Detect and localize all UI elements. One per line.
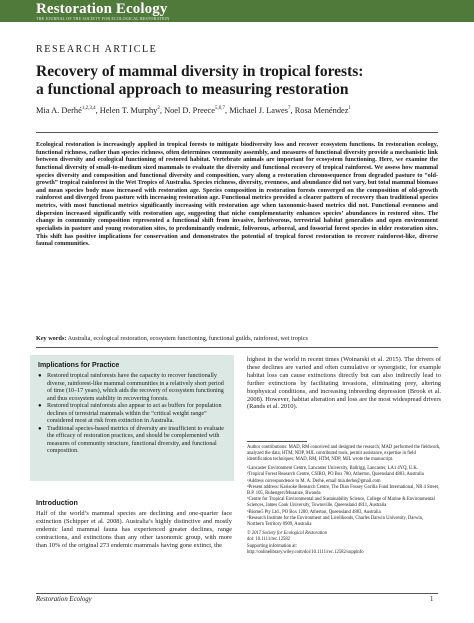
- author-list: [36, 106, 456, 115]
- affiliation: ⁶Biome5 Pty Ltd., PO Box 1200, Atherton, Queensland 4883, Australia: [247, 509, 381, 515]
- introduction-text: Half of the world’s mammal species are declining and one-quarter face extinction (Schipper et al. 2008). Australia’s highly distinctive and mostly endemic land mammal fauna has experienced greater declines, range contractions, and extinctions than any other taxonomic group, with more than 10% of the original 273 endemic mammals having gone extinct, the: [36, 510, 232, 549]
- author-affiliation: 2: [157, 106, 160, 112]
- affiliation: ³Address correspondence to M. A. Derhé, email mia.derhe@gmail.com: [247, 478, 381, 484]
- author-name: Noel D. Preece: [164, 106, 215, 115]
- implication-item: [38, 426, 229, 456]
- author-affiliation: 1,2,3,4: [81, 106, 96, 112]
- author: [164, 106, 229, 115]
- author: [100, 106, 164, 115]
- keywords: [36, 335, 438, 343]
- author-affiliation: 5,6,7: [215, 106, 225, 112]
- author-name: Rosa Menéndez: [294, 106, 349, 115]
- author: [295, 106, 351, 115]
- affiliation: ⁷Research Institute for the Environment and Livelihoods, Charles Darwin University, Darwin, Northern Territory 0909, Australia: [247, 515, 424, 527]
- author: [36, 106, 100, 115]
- bullet-icon: ●: [38, 403, 42, 410]
- introduction-heading: Introduction: [36, 498, 78, 507]
- author-affiliation: 7: [288, 106, 291, 112]
- footnotes: [247, 441, 441, 556]
- keywords-text: Australia, ecological restoration, ecosystem functioning, functional guilds, rainforest, wet tropics: [67, 335, 308, 342]
- implication-text: Restored tropical rainforests have the capacity to recover functionally diverse, rainforest-like mammal communities in a relatively short period of time (10–17 years), which aids the recovery of ecosystem functioning and thus ecosystem stability in recovering forests.: [47, 373, 224, 402]
- footnote-divider: [247, 441, 307, 442]
- implication-item: [38, 373, 229, 403]
- author: [229, 106, 295, 115]
- footer-divider: [36, 593, 438, 594]
- supporting-info: Supporting information at:: [247, 543, 297, 549]
- author-name: Helen T. Murphy: [99, 106, 158, 115]
- society-line: THE JOURNAL OF THE SOCIETY FOR ECOLOGICAL RESTORATION: [36, 16, 170, 21]
- footer-journal: Restoration Ecology: [36, 596, 92, 603]
- divider-keywords: [36, 347, 438, 348]
- affiliation: ²Tropical Forest Research Centre, CSIRO, PO Box 780, Atherton, Queensland 4883, Australia: [247, 472, 424, 478]
- title-line-1: Recovery of mammal diversity in tropical forests:: [36, 63, 364, 80]
- page-number: 1: [430, 596, 434, 603]
- keywords-label: Key words:: [36, 335, 67, 342]
- article-type: RESEARCH ARTICLE: [36, 44, 158, 55]
- copyright: © 2017 Society for Ecological Restoration: [247, 530, 327, 536]
- author-name: Mia A. Derhé: [36, 106, 82, 115]
- bullet-icon: ●: [38, 373, 42, 379]
- author-separator: ,: [225, 106, 230, 115]
- doi: doi: 10.1111/rec.12582: [247, 537, 291, 543]
- implication-text: Restored tropical rainforests also appear to act as buffers for population declines of terrestrial mammals within the “critical weight range” considered most at risk from extinction in Australia.: [47, 403, 222, 425]
- implications-box: [30, 355, 234, 481]
- supporting-info-link[interactable]: http://onlinelibrary.wiley.com/doi/10.1111/rec.12582/suppinfo: [247, 550, 364, 556]
- affiliation: ¹Lancaster Environment Centre, Lancaster University, Bailrigg, Lancaster, LA1 4YQ, U.K.: [247, 465, 418, 471]
- implications-title: Implications for Practice: [38, 362, 120, 369]
- abstract: Ecological restoration is increasingly applied in tropical forests to mitigate biodiversity loss and recover ecosystem functions. In restoration ecology, functional richness, rather than species richness, often determines community assembly, and measures of functional diversity provide a mechanistic link between diversity and ecological functioning of restored habitat. Vertebrate animals are important for ecosystem functioning. Here, we examine the functional diversity of small-to-medium sized mammals to evaluate the diversity and functional recovery of tropical rainforest. We assess how mammal species diversity and composition and functional diversity and composition, vary along a restoration chronosequence from degraded pasture to “old-growth” tropical rainforest in the Wet Tropics of Australia. Species richness, diversity, evenness, and abundance did not vary, but total mammal biomass and mean species body mass increased with restoration age. Species composition in restoration forests converged on the composition of old-growth rainforest and diverged from pasture with increasing restoration age. Functional metrics provided a clearer pattern of recovery than traditional species metrics, with most functional metrics significantly increasing with restoration age when taxonomic-based metrics did not. Functional evenness and dispersion increased significantly with restoration age, suggesting that niche complementarity enhances species’ abundances in restored sites. The change in community composition represented a functional shift from invasive, herbivorous, terrestrial habitat generalists and open environment specialists in pasture and young restoration sites, to predominantly endemic, folivorous, arboreal, and fossorial forest species in older restoration sites. This shift has positive implications for conservation and demonstrates the potential of tropical forest restoration to recover rainforest-like, diverse faunal communities.: [36, 141, 438, 248]
- implication-item: [38, 403, 229, 426]
- article-title: [36, 63, 436, 99]
- divider-top: [36, 132, 438, 133]
- implications-list: [38, 373, 229, 456]
- bullet-icon: ●: [38, 425, 42, 432]
- author-separator: ,: [290, 106, 295, 115]
- title-line-2: a functional approach to measuring restoration: [36, 81, 349, 98]
- implication-text: Traditional species-based metrics of diversity are insufficient to evaluate the efficacy of restoration practices, and should be complemented with measures of community structure, functional diversity, and functional composition.: [47, 425, 225, 455]
- affiliation: ⁴Present address: Karisoke Research Centre, The Dian Fossey Gorilla Fund International, NR 4 Street, B.P. 105, Ruhengeri/Musanze, Rwanda: [247, 484, 440, 496]
- affiliation: ⁵Centre for Tropical Environmental and Sustainability Science, College of Marine & Environmental Sciences, James Cook University, Townsville, Queensland 4811, Australia: [247, 497, 435, 509]
- author-separator: ,: [95, 106, 100, 115]
- author-name: Michael J. Lawes: [229, 106, 289, 115]
- journal-name: Restoration Ecology: [36, 1, 168, 17]
- right-column-text: highest in the world in recent times (Woinarski et al. 2015). The drivers of these declines are varied and often cumulative or synergistic, for example habitat loss can cause extinctions directly but can also indirectly lead to further extinctions by facilitating invasions, eliminating prey, altering biophysical conditions, and increasing inbreeding depression (Brook et al. 2008). However, habitat alteration and loss are the most widespread drivers (Rands et al. 2010).: [247, 356, 441, 411]
- author-affiliation: 1: [348, 106, 351, 112]
- author-separator: ,: [159, 106, 165, 115]
- author-contributions: Author contributions: MAD, RM conceived and designed the research; MAD performed the fieldwork, analyzed the data; HTM, NDP, MJL contributed tools, permit assistance, expertise in field identification techniques; MAD, RM, HTM, NDP, MJL wrote the manuscript.: [247, 445, 441, 462]
- journal-banner: [0, 0, 474, 22]
